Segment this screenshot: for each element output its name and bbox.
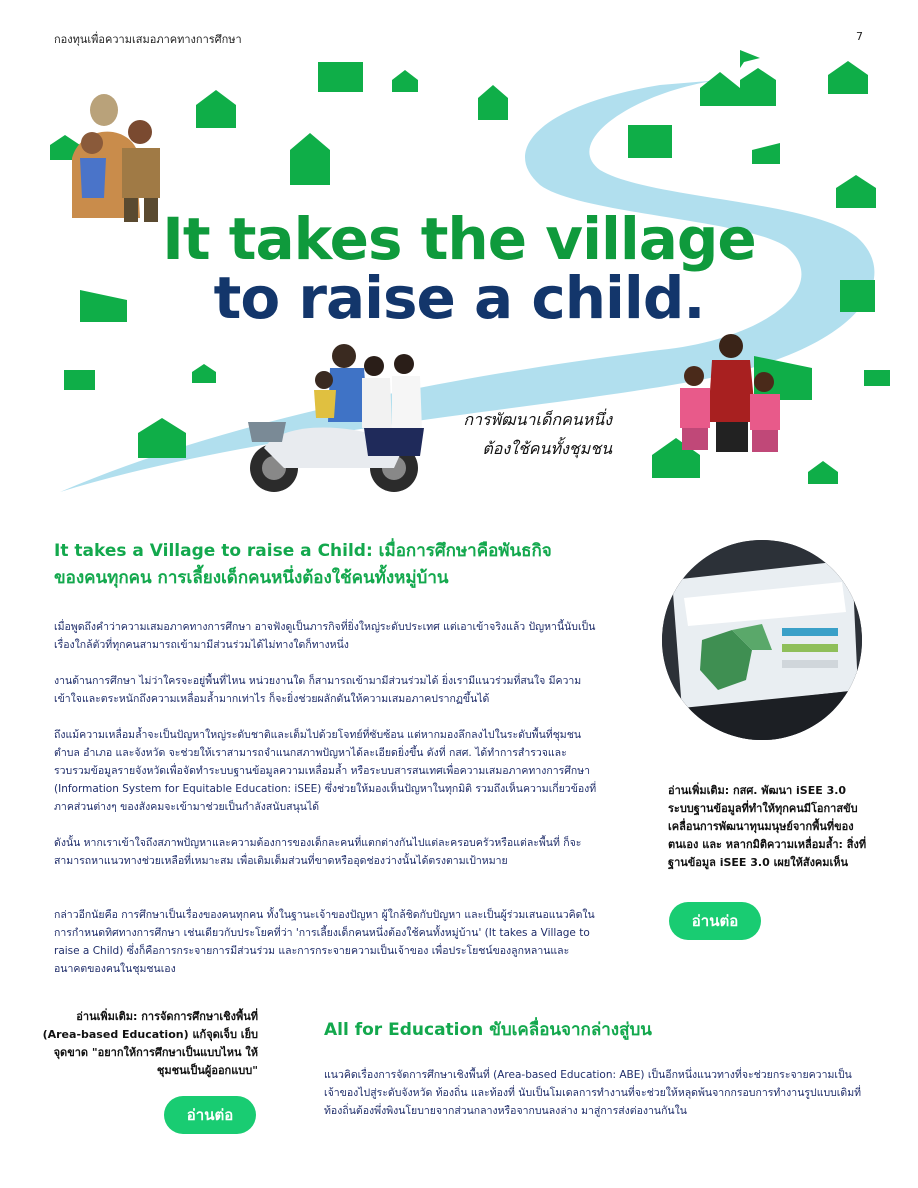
section2-heading: All for Education ขับเคลื่อนจากล่างสู่บน (324, 1020, 652, 1040)
section1-paragraph: กล่าวอีกนัยคือ การศึกษาเป็นเรื่องของคนทุกคน ทั้งในฐานะเจ้าของปัญหา ผู้ใกล้ชิดกับปัญหา และเป็นผู้ร่วมเสนอแนวคิดในการกำหนดทิศทางการศึกษา เช่นเดียวกับประโยคที่ว่า 'การเลี้ยงเด็กคนหนึ่งต้องใช้คนทั้งหมู่บ้าน' (It takes a Village to raise a Child) ซึ่งก็คือการกระจายการมีส่วนร่วม และการกระจายความเป็นเจ้าของ เพื่อประโยชน์ของลูกหลานและอนาคตของคนในชุมชนเอง (54, 909, 595, 975)
hero-thai-tagline-line2: ต้องใช้คนทั้งชุมชน (482, 439, 612, 458)
section1-heading-line1: It takes a Village to raise a Child: เมื่อการศึกษาคือพันธกิจ (54, 541, 552, 561)
hero-thai-tagline-line1: การพัฒนาเด็กคนหนึ่ง (463, 410, 612, 429)
teacher-students-photo (676, 332, 786, 454)
page-number: 7 (856, 30, 863, 43)
isee-laptop-photo (662, 540, 862, 740)
section2-paragraph: แนวคิดเรื่องการจัดการศึกษาเชิงพื้นที่ (Area-based Education: ABE) เป็นอีกหนึ่งแนวทางที่จะช่วยกระจายความเป็นเจ้าของไปสู่ระดับจังหวัด ท้องถิ่น และท้องที่ นับเป็นโมเดลการทำงานที่จะช่วยให้หลุดพ้นจากกรอบการทำงานรูปแบบเดิมที่ท้องถิ่นต้องพึ่งพิงนโยบายจากส่วนกลางหรือจากบนลงล่าง มาสู่การส่งต่องานกันใน (324, 1069, 862, 1117)
section1-heading-line2: ของคนทุกคน การเลี้ยงเด็กคนหนึ่งต้องใช้คนทั้งหมู่บ้าน (54, 568, 449, 588)
family-photo (62, 88, 166, 224)
hero-title-line1: It takes the village (162, 205, 756, 273)
section1-heading (54, 538, 614, 592)
read-more-button-abe[interactable]: อ่านต่อ (164, 1096, 256, 1134)
section1-paragraph: ถึงแม้ความเหลื่อมล้ำจะเป็นปัญหาใหญ่ระดับชาติและเต็มไปด้วยโจทย์ที่ซับซ้อน แต่หากมองลึกลงไปในระดับพื้นที่ชุมชน ตำบล อำเภอ และจังหวัด จะช่วยให้เราสามารถจำแนกสภาพปัญหาได้ละเอียดยิ่งขึ้น ดังที่ กสศ. ได้ทำการสำรวจและรวบรวมข้อมูลรายจังหวัดเพื่อจัดทำระบบฐานข้อมูลความเหลื่อมล้ำ หรือระบบสารสนเทศเพื่อความเสมอภาคทางการศึกษา (Information System for Equitable Education: iSEE) ซึ่งช่วยให้มองเห็นปัญหาในทุกมิติ รวมถึงเห็นความเกี่ยวข้องที่ภาคส่วนต่างๆ ของสังคมจะเข้ามาช่วยเป็นกำลังสนับสนุนได้ (54, 729, 597, 813)
motorbike-family-photo (244, 338, 428, 498)
section1-paragraph: งานด้านการศึกษา ไม่ว่าใครจะอยู่พื้นที่ไหน หน่วยงานใด ก็สามารถเข้ามามีส่วนร่วมได้ ยิ่งเรามีแนวร่วมที่สนใจ มีความเข้าใจและตระหนักถึงความเหลื่อมล้ำมากเท่าไร ก็จะยิ่งช่วยผลักดันให้ความเสมอภาคปรากฏขึ้นได้ (54, 675, 582, 705)
related-reading-abe: อ่านเพิ่มเติม: การจัดการศึกษาเชิงพื้นที่ (Area-based Education) แก้จุดเจ็บ เย็บจุดขาด "อยากให้การศึกษาเป็นแบบไหน ให้ชุมชนเป็นผู้ออกแบบ" (42, 1010, 258, 1077)
section1-paragraph: ดังนั้น หากเราเข้าใจถึงสภาพปัญหาและความต้องการของเด็กละคนที่แตกต่างกันไปแต่ละครอบครัวหรือแต่ละพื้นที่ ก็จะสามารถหาแนวทางช่วยเหลือที่เหมาะสม เพื่อเติมเต็มส่วนที่ขาดหรืออุดช่องว่างนั้นได้ตรงตามเป้าหมาย (54, 837, 582, 867)
read-more-button-isee[interactable]: อ่านต่อ (669, 902, 761, 940)
org-name: กองทุนเพื่อความเสมอภาคทางการศึกษา (54, 33, 242, 46)
hero-title-line2: to raise a child. (213, 264, 705, 332)
related-reading-isee: อ่านเพิ่มเติม: กสศ. พัฒนา iSEE 3.0 ระบบฐานข้อมูลที่ทำให้ทุกคนมีโอกาสขับเคลื่อนการพัฒนาทุนมนุษย์จากพื้นที่ของตนเอง และ หลากมิติความเหลื่อมล้ำ: สิ่งที่ฐานข้อมูล iSEE 3.0 เผยให้สังคมเห็น (668, 784, 867, 869)
section1-paragraph: เมื่อพูดถึงคำว่าความเสมอภาคทางการศึกษา อาจฟังดูเป็นภารกิจที่ยิ่งใหญ่ระดับประเทศ แต่เอาเข้าจริงแล้ว ปัญหานี้นับเป็นเรื่องใกล้ตัวที่ทุกคนสามารถเข้ามามีส่วนร่วมได้ไม่ทางใดก็ทางหนึ่ง (54, 621, 596, 651)
